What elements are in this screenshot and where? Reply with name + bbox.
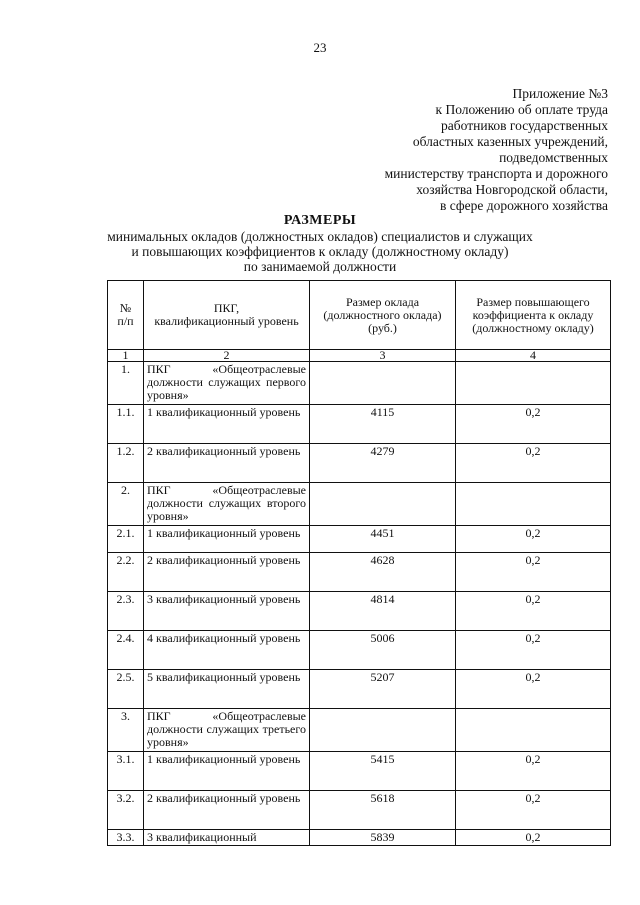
appendix-line: в сфере дорожного хозяйства — [439, 198, 608, 213]
header-salary: Размер оклада (должностного оклада) (руб.) — [310, 281, 456, 350]
salary-value: 5618 — [310, 791, 456, 830]
table-row — [108, 752, 611, 791]
group-name: ПКГ «Общеотраслевые должности служащих первого уровня» — [144, 362, 310, 405]
column-number: 3 — [310, 350, 456, 362]
salary-value — [310, 483, 456, 526]
row-number: 2.5. — [108, 670, 144, 709]
table-row — [108, 592, 611, 631]
table-row — [108, 405, 611, 444]
row-number: 3. — [108, 709, 144, 752]
row-number: 2.1. — [108, 526, 144, 553]
header-pkg: ПКГ, квалификационный уровень — [144, 281, 310, 350]
salary-value: 5415 — [310, 752, 456, 791]
column-number-row — [108, 350, 611, 362]
column-number: 2 — [144, 350, 310, 362]
document-title — [80, 213, 560, 274]
group-name: ПКГ «Общеотраслевые должности служащих третьего уровня» — [144, 709, 310, 752]
coefficient-value — [456, 709, 611, 752]
salary-table — [107, 280, 611, 846]
salary-value: 5207 — [310, 670, 456, 709]
row-number: 3.3. — [108, 830, 144, 846]
level-name: 1 квалификационный уровень — [144, 526, 310, 553]
coefficient-value: 0,2 — [456, 670, 611, 709]
table-row — [108, 631, 611, 670]
level-name: 5 квалификационный уровень — [144, 670, 310, 709]
group-name: ПКГ «Общеотраслевые должности служащих второго уровня» — [144, 483, 310, 526]
appendix-line: работников государственных — [441, 118, 608, 133]
coefficient-value — [456, 362, 611, 405]
row-number: 1.1. — [108, 405, 144, 444]
salary-value: 4628 — [310, 553, 456, 592]
row-number: 3.1. — [108, 752, 144, 791]
level-name: 3 квалификационный — [144, 830, 310, 846]
appendix-line: хозяйства Новгородской области, — [416, 182, 608, 197]
table-row — [108, 526, 611, 553]
salary-value — [310, 709, 456, 752]
salary-value: 4814 — [310, 592, 456, 631]
title-line: и повышающих коэффициентов к окладу (должностному окладу) — [131, 244, 509, 259]
column-number: 1 — [108, 350, 144, 362]
title-line: по занимаемой должности — [243, 259, 397, 274]
coefficient-value: 0,2 — [456, 405, 611, 444]
level-name: 2 квалификационный уровень — [144, 444, 310, 483]
row-number: 1.2. — [108, 444, 144, 483]
level-name: 2 квалификационный уровень — [144, 553, 310, 592]
salary-value: 4451 — [310, 526, 456, 553]
level-name: 3 квалификационный уровень — [144, 592, 310, 631]
table-row-group — [108, 362, 611, 405]
row-number: 2.2. — [108, 553, 144, 592]
salary-value — [310, 362, 456, 405]
column-number: 4 — [456, 350, 611, 362]
table-row — [108, 444, 611, 483]
row-number: 2.3. — [108, 592, 144, 631]
appendix-line: Приложение №3 — [512, 86, 608, 101]
header-num: № п/п — [108, 281, 144, 350]
page-number: 23 — [313, 40, 327, 55]
coefficient-value: 0,2 — [456, 830, 611, 846]
header-coefficient: Размер повышающего коэффициента к окладу (должностному окладу) — [456, 281, 611, 350]
title-line: минимальных окладов (должностных окладов) специалистов и служащих — [107, 229, 533, 244]
level-name: 4 квалификационный уровень — [144, 631, 310, 670]
row-number: 2.4. — [108, 631, 144, 670]
salary-value: 5839 — [310, 830, 456, 846]
appendix-line: к Положению об оплате труда — [435, 102, 608, 117]
salary-value: 4115 — [310, 405, 456, 444]
row-number: 1. — [108, 362, 144, 405]
appendix-reference — [288, 86, 608, 214]
table-row — [108, 553, 611, 592]
coefficient-value: 0,2 — [456, 791, 611, 830]
appendix-line: подведомственных — [499, 150, 608, 165]
row-number: 2. — [108, 483, 144, 526]
table-row-group — [108, 483, 611, 526]
title-heading: РАЗМЕРЫ — [283, 213, 357, 228]
table-row — [108, 791, 611, 830]
table-row-group — [108, 709, 611, 752]
coefficient-value: 0,2 — [456, 444, 611, 483]
row-number: 3.2. — [108, 791, 144, 830]
salary-value: 4279 — [310, 444, 456, 483]
coefficient-value: 0,2 — [456, 631, 611, 670]
appendix-line: министерству транспорта и дорожного — [384, 166, 608, 181]
table-row — [108, 670, 611, 709]
coefficient-value — [456, 483, 611, 526]
table-header-row — [108, 281, 611, 350]
level-name: 2 квалификационный уровень — [144, 791, 310, 830]
appendix-line: областных казенных учреждений, — [412, 134, 608, 149]
table-body — [108, 362, 611, 846]
level-name: 1 квалификационный уровень — [144, 405, 310, 444]
coefficient-value: 0,2 — [456, 526, 611, 553]
coefficient-value: 0,2 — [456, 592, 611, 631]
salary-value: 5006 — [310, 631, 456, 670]
level-name: 1 квалификационный уровень — [144, 752, 310, 791]
coefficient-value: 0,2 — [456, 752, 611, 791]
coefficient-value: 0,2 — [456, 553, 611, 592]
table-row — [108, 830, 611, 846]
